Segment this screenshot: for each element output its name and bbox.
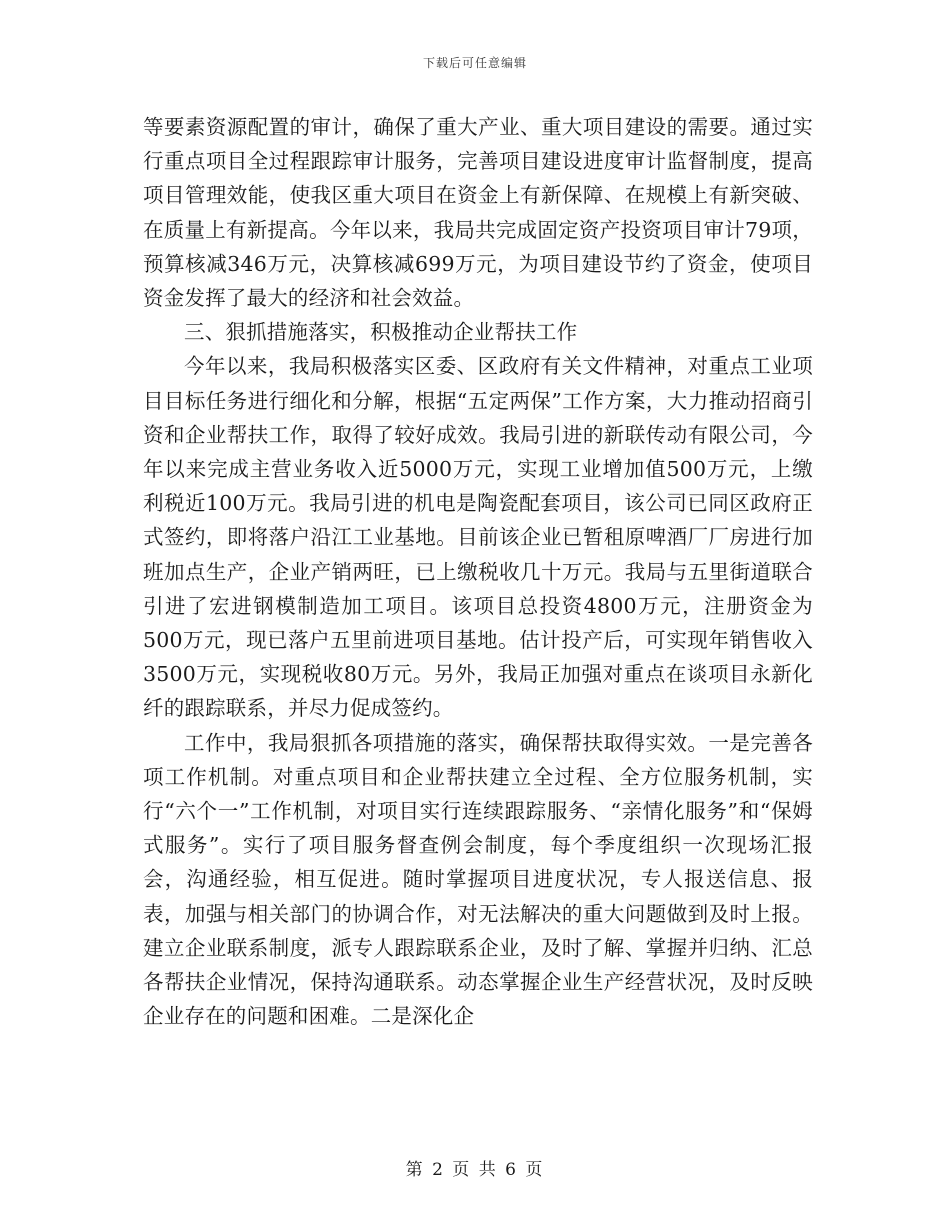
page-number: 第 2 页 共 6 页 [405, 1160, 545, 1180]
page-header: 下载后可任意编辑 [422, 56, 527, 70]
paragraph-work-measures: 工作中，我局狠抓各项措施的落实，确保帮扶取得实效。一是完善各项工作机制。对重点项目和企业帮扶建立全过程、全方位服务机制，实行“六个一”工作机制，对项目实行连续跟踪服务、“亲情化服务”和“保姆式服务”。实行了项目服务督查例会制度，每个季度组织一次现场汇报会，沟通经验，相互促进。随时掌握项目进度状况，专人报送信息、报表，加强与相关部门的协调合作，对无法解决的重大问题做到及时上报。建立企业联系制度，派专人跟踪联系企业，及时了解、掌握并归纳、汇总各帮扶企业情况，保持沟通联系。动态掌握企业生产经营状况，及时反映企业存在的问题和困难。二是深化企 [143, 730, 813, 1029]
paragraph-enterprise-support: 今年以来，我局积极落实区委、区政府有关文件精神，对重点工业项目目标任务进行细化和分解，根据“五定两保”工作方案，大力推动招商引资和企业帮扶工作，取得了较好成效。我局引进的新联传动有限公司，今年以来完成主营业务收入近5000万元，实现工业增加值500万元，上缴利税近100万元。我局引进的机电是陶瓷配套项目，该公司已同区政府正式签约，即将落户沿江工业基地。目前该企业已暂租原啤酒厂厂房进行加班加点生产，企业产销两旺，已上缴税收几十万元。我局与五里街道联合引进了宏进钢模制造加工项目。该项目总投资4800万元，注册资金为500万元，现已落户五里前进项目基地。估计投产后，可实现年销售收入3500万元，实现税收80万元。另外，我局正加强对重点在谈项目永新化纤的跟踪联系，并尽力促成签约。 [143, 354, 813, 721]
paragraph-continuation: 等要素资源配置的审计，确保了重大产业、重大项目建设的需要。通过实行重点项目全过程跟踪审计服务，完善项目建设进度审计监督制度，提高项目管理效能，使我区重大项目在资金上有新保障、在规模上有新突破、在质量上有新提高。今年以来，我局共完成固定资产投资项目审计79项，预算核减346万元，决算核减699万元，为项目建设节约了资金，使项目资金发挥了最大的经济和社会效益。 [143, 115, 813, 311]
document-body [143, 110, 813, 1033]
section-heading: 三、狠抓措施落实，积极推动企业帮扶工作 [184, 320, 578, 345]
